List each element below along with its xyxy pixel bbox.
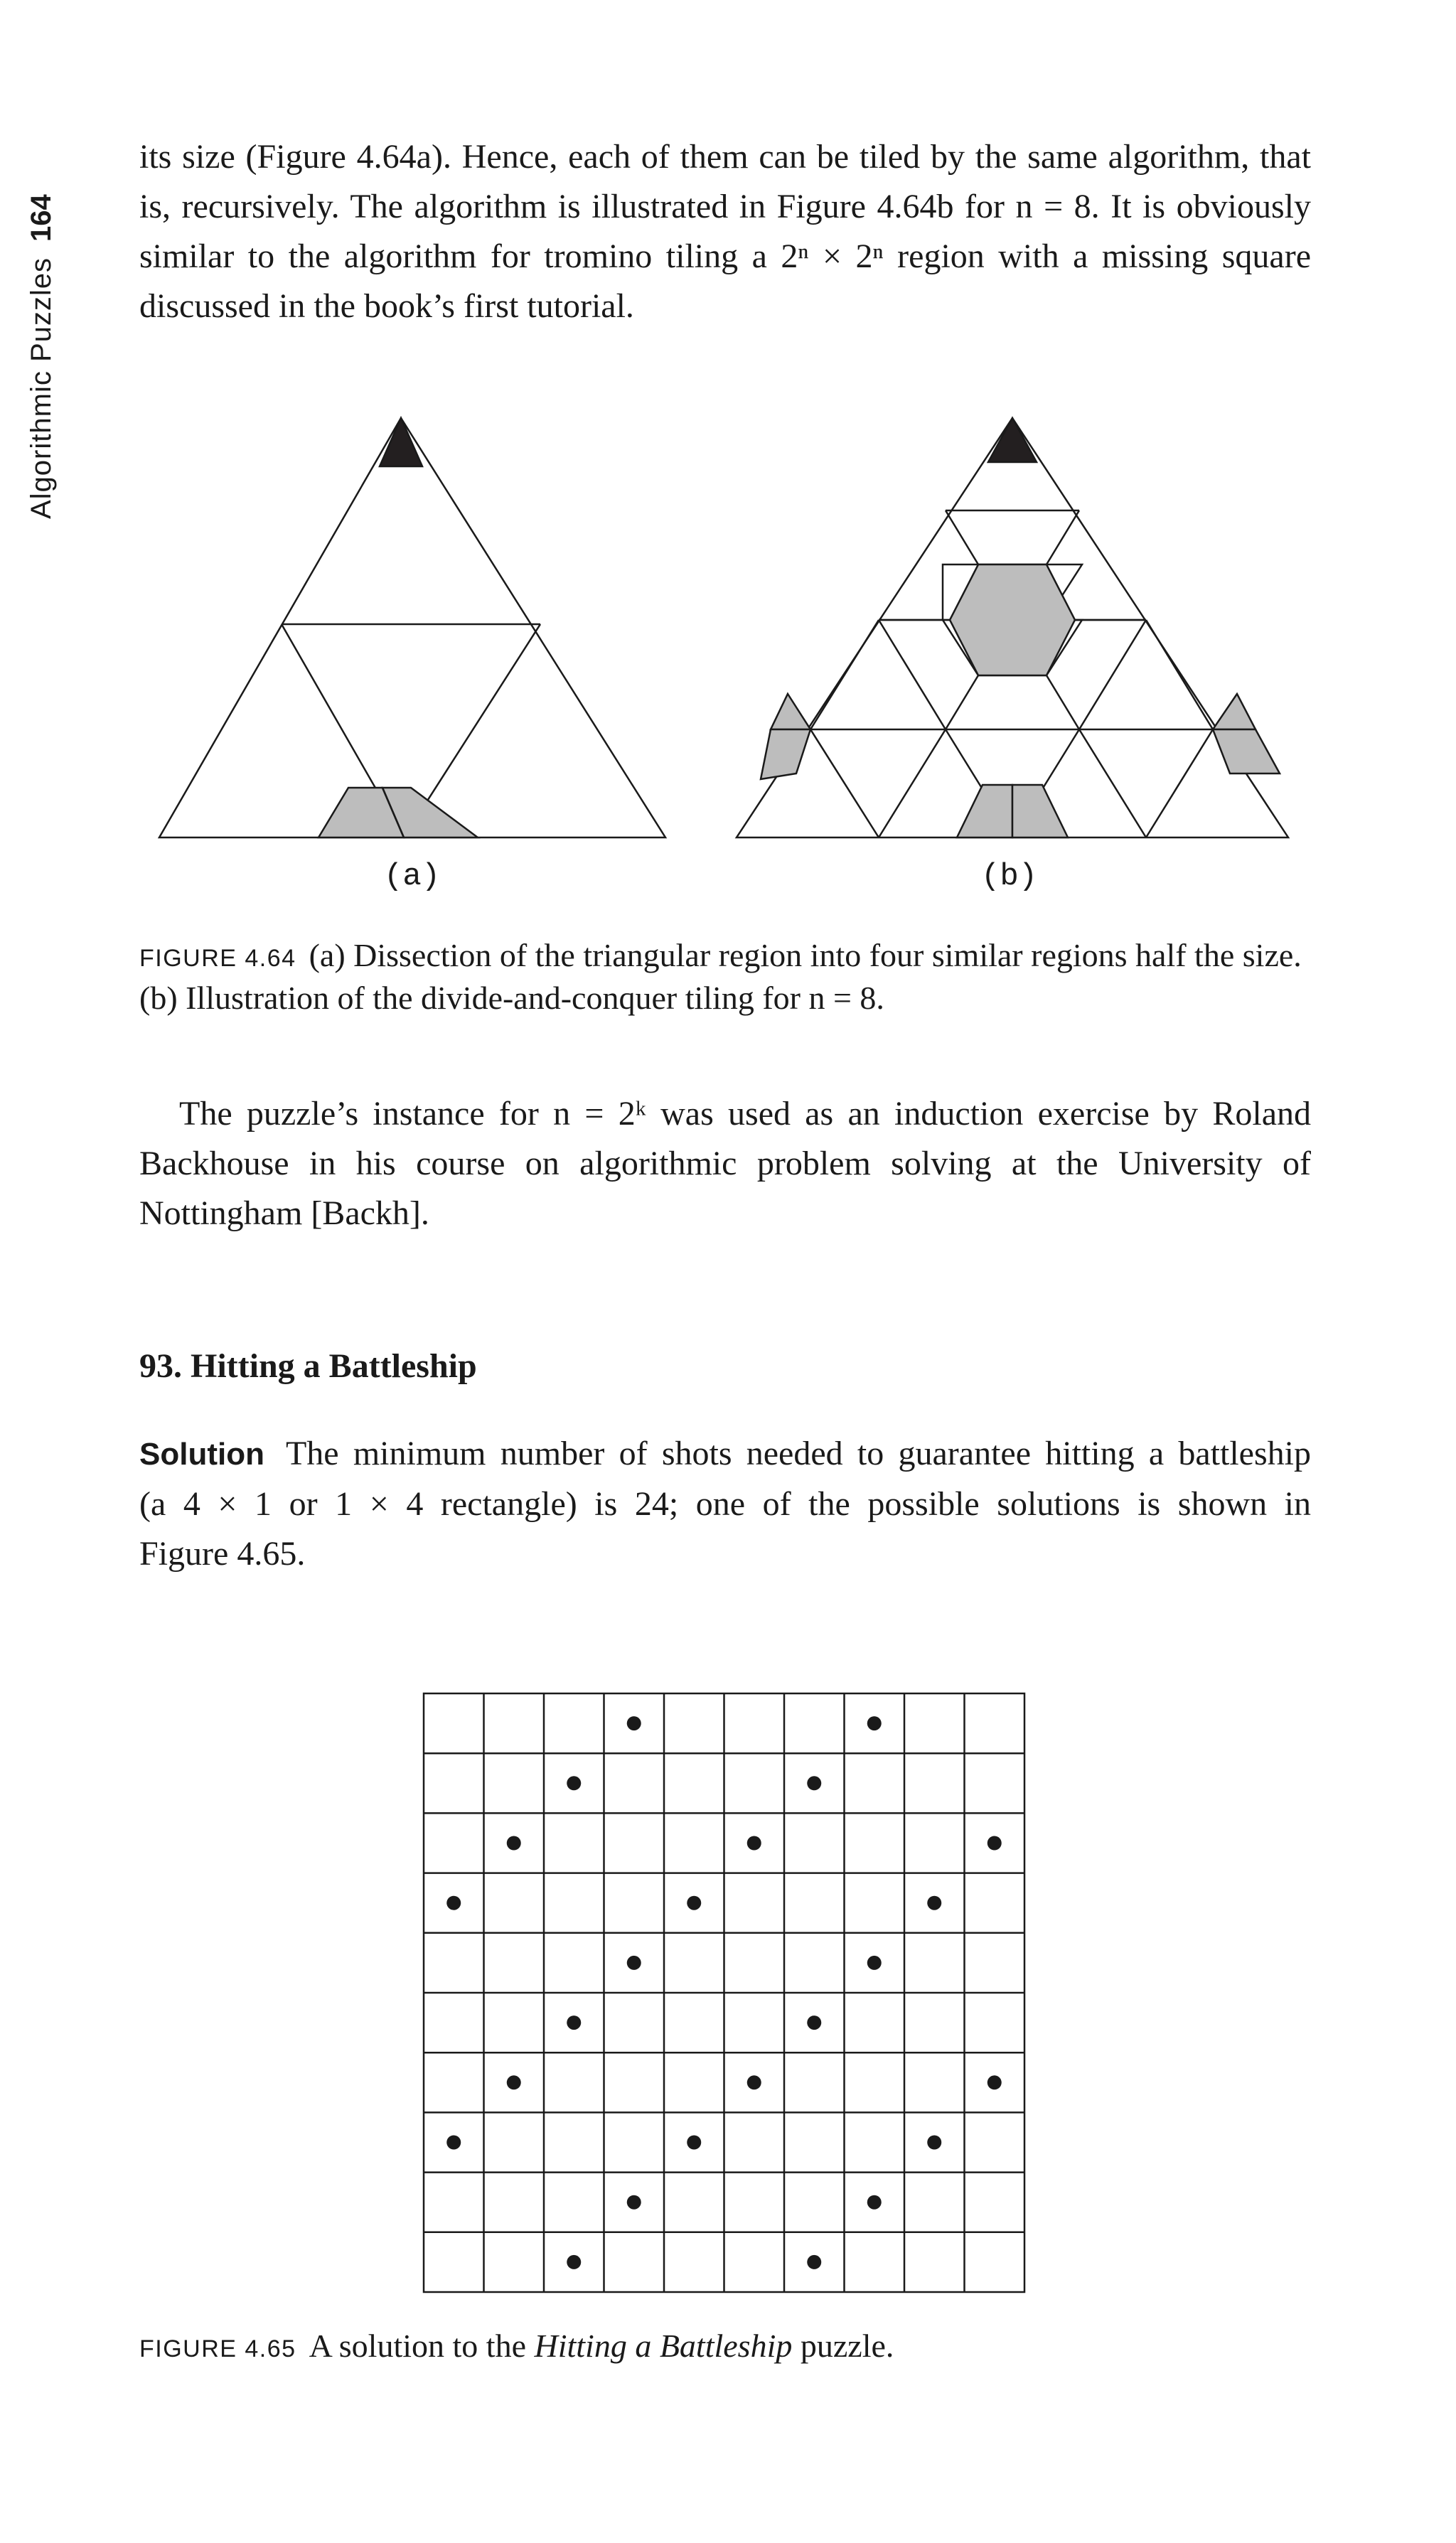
triangle-outline-a [159,418,665,837]
figure-4-64 [142,395,1322,907]
caption-text: (a) Dissection of the triangular region into four similar regions half the size. [309,937,1302,973]
shot-dot [446,2136,461,2150]
tiling-a [159,418,665,837]
text-line: Figure 4.65. [139,1535,306,1573]
shot-dot [687,1896,701,1910]
gray-tromino-b4 [761,729,810,779]
text-line: The minimum number of shots needed to guarantee hitting a battleship [285,1435,1311,1472]
shot-dot [567,1776,581,1790]
gray-tromino-b3 [771,694,810,729]
figure-label-a: (a) [384,859,441,894]
caption-tag: FIGURE 4.64 [139,945,296,972]
shot-dot [867,1956,882,1970]
shot-dot [567,2015,581,2030]
shot-dot [807,2015,821,2030]
triangle-tilings-svg [142,395,1322,850]
shot-dot [987,2075,1002,2089]
caption-text: (b) Illustration of the divide-and-conquer tiling for n = 8. [139,980,884,1016]
shot-dot [446,1896,461,1910]
figure-caption-4-64 [139,936,1312,1018]
caption-italic: Hitting a Battleship [534,2328,793,2364]
running-header [27,135,55,519]
shot-dot [927,2136,941,2150]
shot-dot [927,1896,941,1910]
shot-dot [807,1776,821,1790]
shot-dot [627,1956,641,1970]
gray-tromino-b1 [957,785,1012,837]
shot-dot [687,2136,701,2150]
caption-text: puzzle. [792,2328,894,2364]
missing-cell-b [988,418,1037,462]
shot-dot [987,1836,1002,1851]
paragraph-solution [139,1429,1311,1579]
battleship-grid [421,1691,1028,2295]
text-line: Nottingham [Backh]. [139,1194,429,1232]
text-line: Backhouse in his course on algorithmic problem solving at the University of [139,1145,1311,1182]
shot-dot [627,2195,641,2210]
text-line: similar to the algorithm for tromino tiling a 2ⁿ × 2ⁿ region with a missing square [139,237,1311,275]
figure-caption-4-65 [139,2326,1312,2369]
shot-dot [807,2255,821,2269]
page-number: 164 [25,194,57,242]
gray-tromino-b5 [1213,694,1256,729]
figure-label-b: (b) [981,859,1038,894]
tiling-b [737,418,1288,837]
text-line: is, recursively. The algorithm is illustrated in Figure 4.64b for n = 8. It is obviously [139,188,1311,225]
shot-dot [507,1836,521,1851]
shot-dot [567,2255,581,2269]
gray-tromino-b6 [1213,729,1280,773]
caption-tag: FIGURE 4.65 [139,2335,296,2362]
text-line: (a 4 × 1 or 1 × 4 rectangle) is 24; one of the possible solutions is shown in [139,1485,1311,1523]
shot-dot [867,2195,882,2210]
gray-tromino-b2 [1012,785,1068,837]
figure-4-65 [421,1691,1028,2295]
solution-label: Solution [139,1437,264,1472]
text-line: its size (Figure 4.64a). Hence, each of them can be tiled by the same algorithm, that [139,138,1311,176]
paragraph-intro [139,132,1311,331]
text-line: The puzzle’s instance for n = 2ᵏ was used as an induction exercise by Roland [179,1095,1311,1133]
text-line: discussed in the book’s first tutorial. [139,287,634,325]
shot-dot [627,1716,641,1730]
shot-dot [747,2075,761,2089]
section-heading: 93. Hitting a Battleship [139,1347,477,1385]
caption-text: A solution to the [309,2328,535,2364]
shot-dot [507,2075,521,2089]
shot-dot [867,1716,882,1730]
paragraph-induction [139,1089,1311,1238]
book-title: Algorithmic Puzzles [25,257,57,519]
shot-dot [747,1836,761,1851]
